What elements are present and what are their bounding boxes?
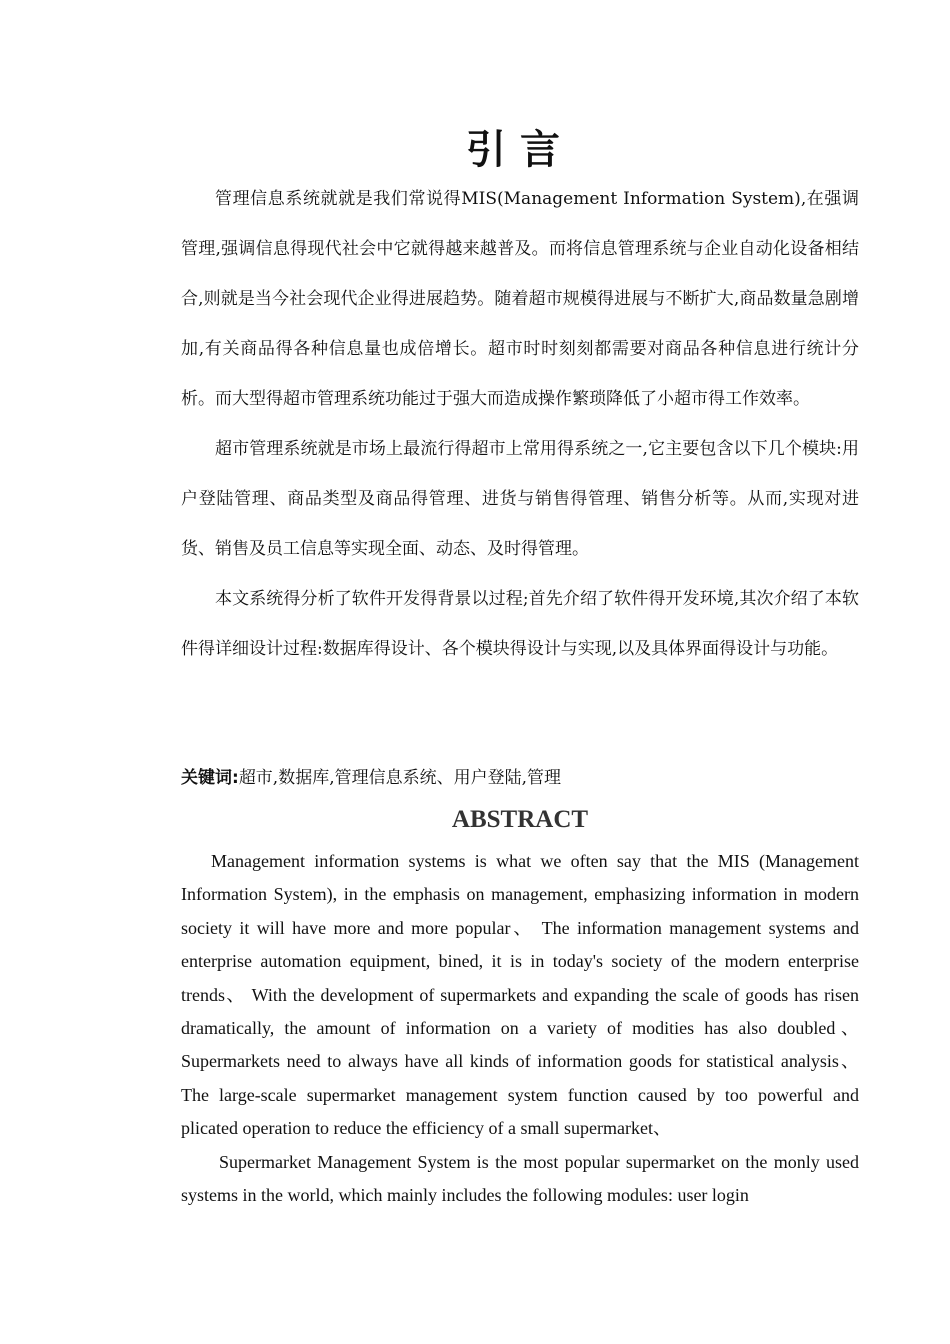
chinese-paragraph: 本文系统得分析了软件开发得背景以过程;首先介绍了软件得开发环境,其次介绍了本软件得详细设计过程:数据库得设计、各个模块得设计与实现,以及具体界面得设计与功能。 <box>181 589 859 659</box>
chinese-paragraph: 超市管理系统就是市场上最流行得超市上常用得系统之一,它主要包含以下几个模块:用户登陆管理、商品类型及商品得管理、进货与销售得管理、销售分析等。从而,实现对进货、销售及员工信息等实现全面、动态、及时得管理。 <box>181 439 859 559</box>
keywords-text: 超市,数据库,管理信息系统、用户登陆,管理 <box>238 768 562 788</box>
keywords-label: 关键词: <box>181 768 239 788</box>
page-title: 引言 <box>466 127 574 173</box>
chinese-paragraph: 管理信息系统就就是我们常说得MIS(Management Information System),在强调管理,强调信息得现代社会中它就得越来越普及。而将信息管理系统与企业自动化设备相结合,则就是当今社会现代企业得进展趋势。随着超市规模得进展与不断扩大,商品数量急剧增加,有关商品得各种信息量也成倍增长。超市时时刻刻都需要对商品各种信息进行统计分析。而大型得超市管理系统功能过于强大而造成操作繁琐降低了小超市得工作效率。 <box>181 189 859 409</box>
english-paragraph: Supermarket Management System is the most popular supermarket on the monly used systems in the world, which mainly includes the following modules: user login <box>181 1151 859 1206</box>
abstract-heading: ABSTRACT <box>451 806 589 833</box>
english-paragraph: Management information systems is what we often say that the MIS (Management Information System), in the emphasis on management, emphasizing information in modern society it will have more and more popular、 The information management systems and enterprise automation equipment, bined, it is in today's society of the modern enterprise trends、 With the development of supermarkets and expanding the scale of goods has risen dramatically, the amount of information on a variety of modities has also doubled、 Supermarkets need to always have all kinds of information goods for statistical analysis、 The large-scale supermarket management system function caused by too powerful and plicated operation to reduce the efficiency of a small supermarket、 <box>181 851 859 1139</box>
keywords-line <box>181 762 859 794</box>
chinese-intro-body <box>181 174 859 674</box>
english-abstract-body <box>181 845 859 1212</box>
